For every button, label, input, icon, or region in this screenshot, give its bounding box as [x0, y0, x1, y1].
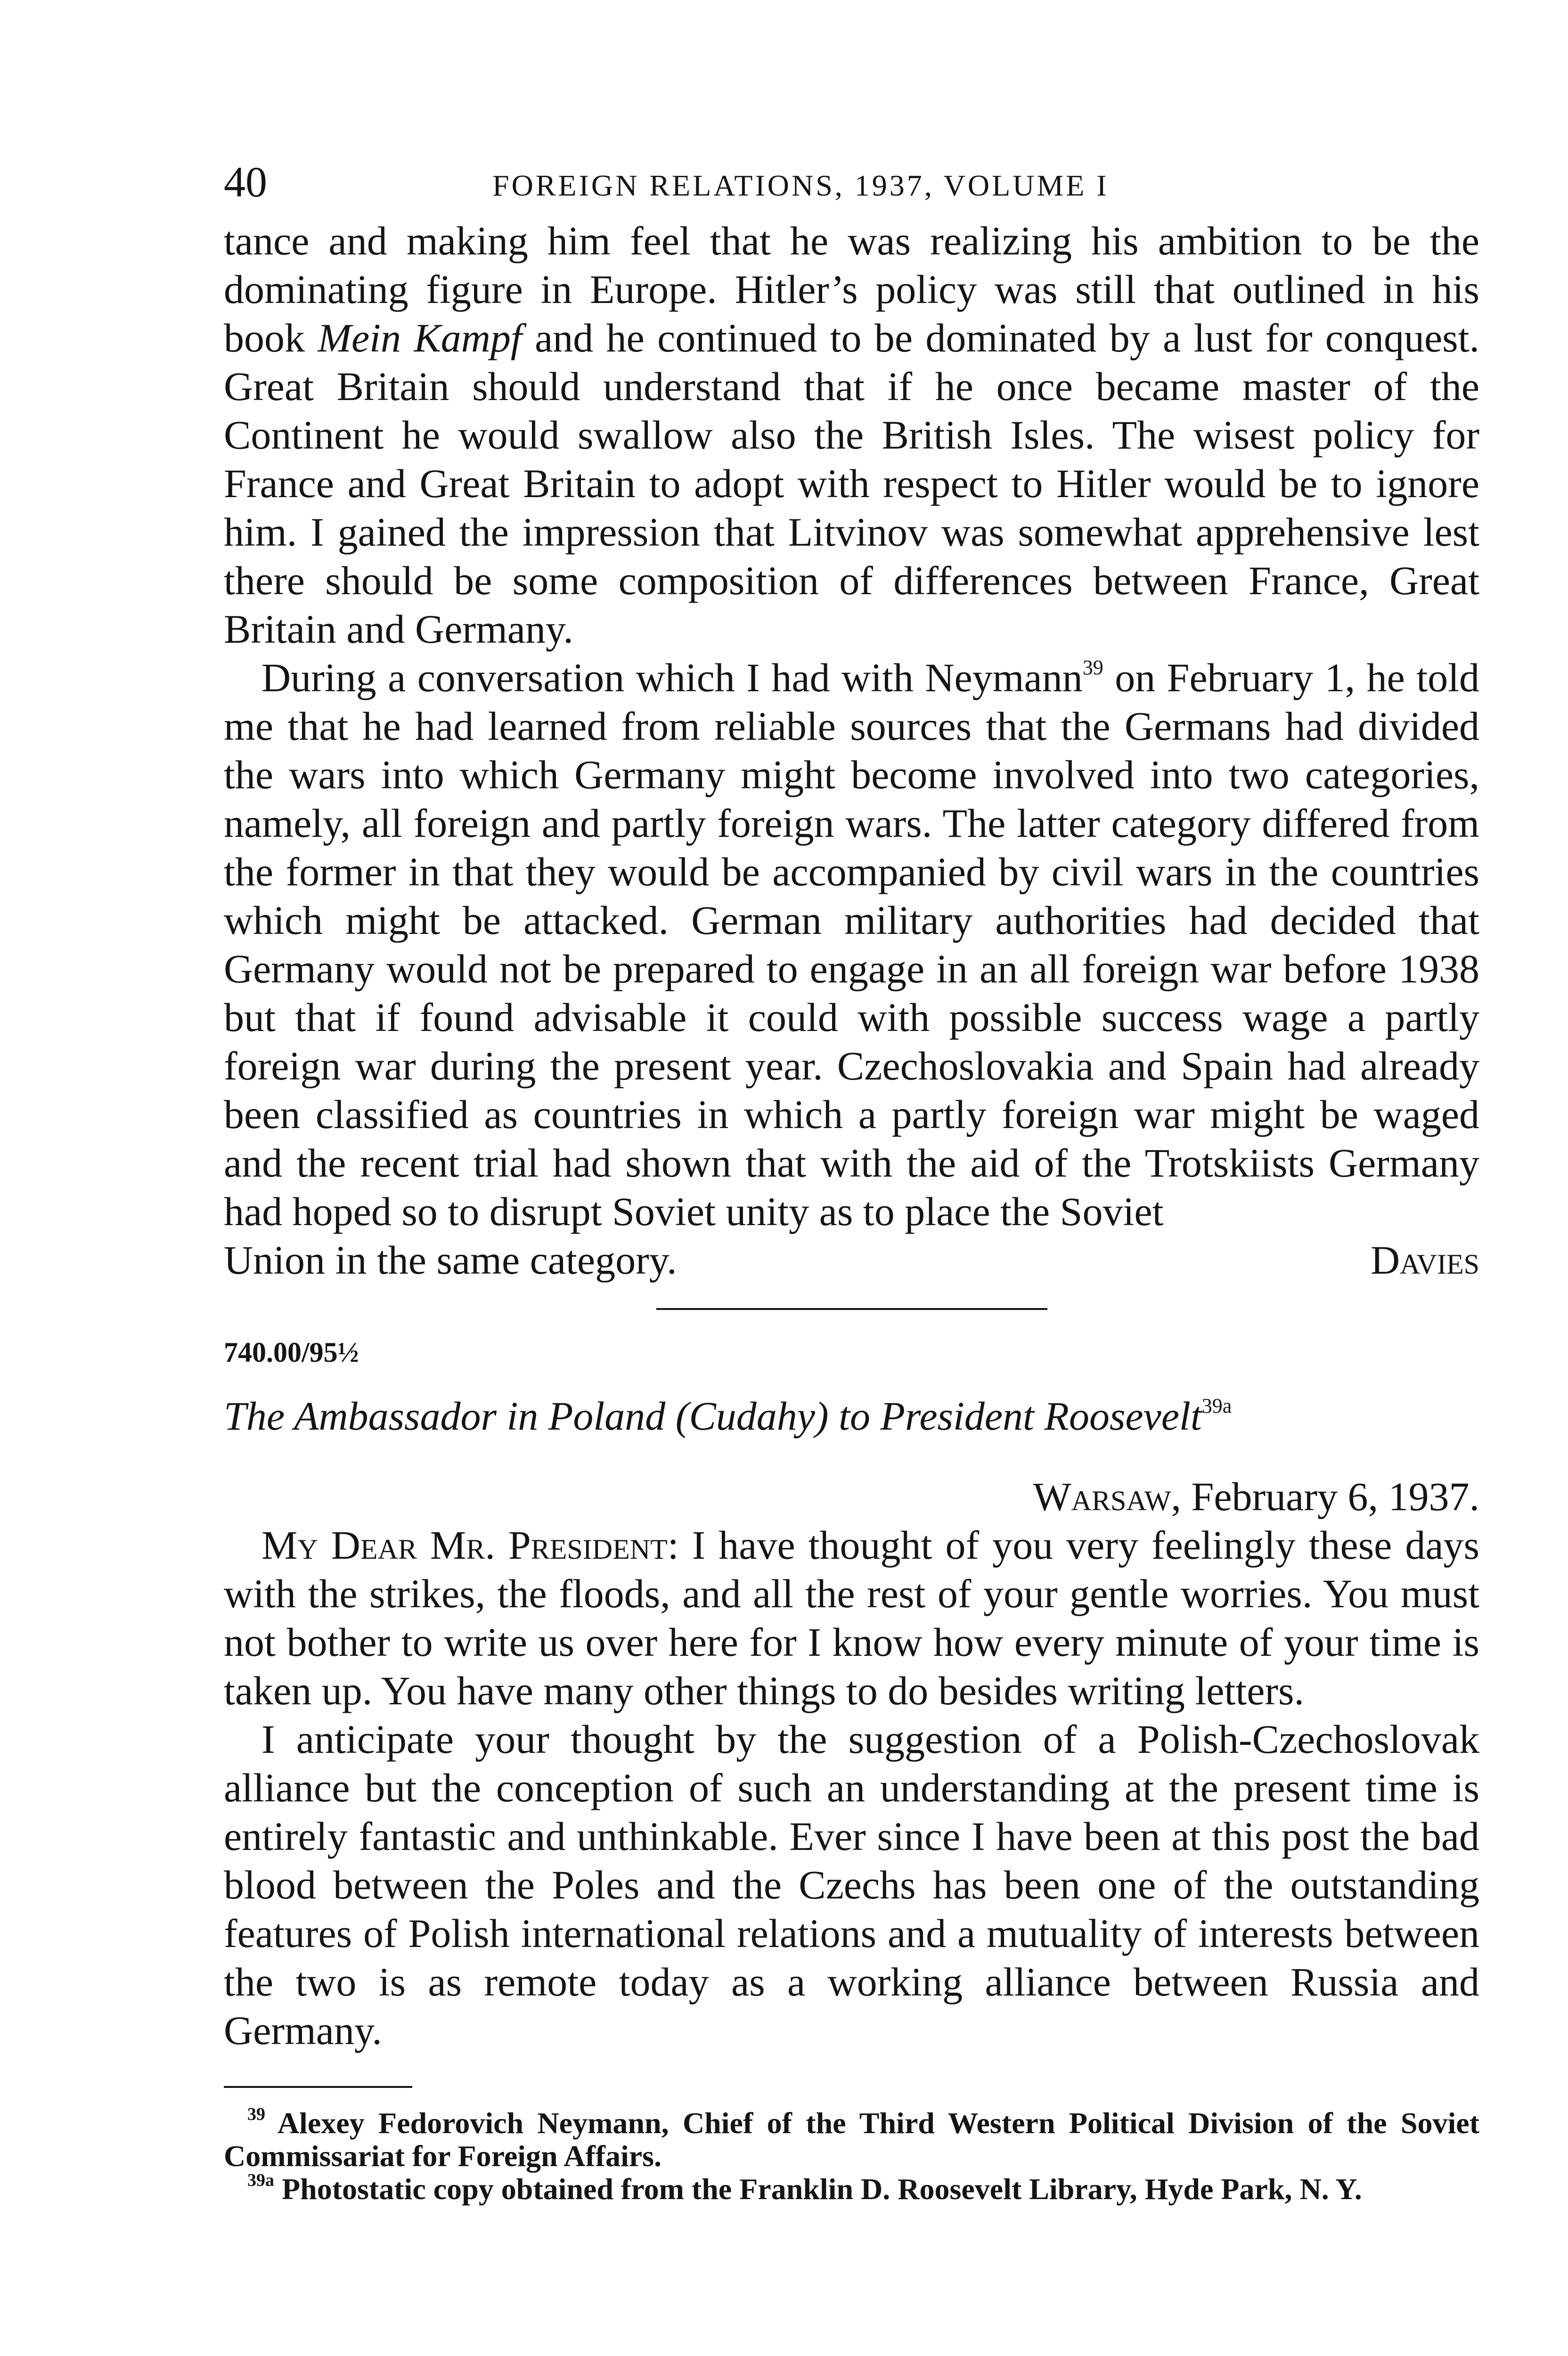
dateline-date: , February 6, 1937.	[1171, 1474, 1479, 1519]
footnote	[224, 2104, 1480, 2173]
running-header	[224, 160, 1479, 217]
file-number: 740.00/95½	[224, 1337, 359, 1368]
paragraph-text: : I have thought of you very feelingly these days with the strikes, the floods, and all the rest of your gentle worries. You must not bother to write us over here for I know how every minute of your time is taken up. You have many other things to do besides writing letters.	[224, 1522, 1479, 1713]
closing-line	[224, 1236, 1479, 1284]
document-title-text: The Ambassador in Poland (Cudahy) to President Roosevelt	[224, 1393, 1202, 1439]
footnote-ref: 39	[1082, 656, 1103, 679]
document-title	[224, 1392, 1479, 1440]
running-title: FOREIGN RELATIONS, 1937, VOLUME I	[492, 169, 1109, 202]
body-text	[224, 217, 1479, 2055]
closing-text: Union in the same category.	[224, 1237, 677, 1283]
paragraph-text: and he continued to be dominated by a lust for conquest. Great Britain should understand that if he once became master of the Continent he would swallow also the British Isles. The wisest policy for France and Great Britain to adopt with respect to Hitler would be to ignore him. I gained the impression that Litvinov was somewhat apprehensive lest there should be some composition of differences between France, Great Britain and Germany.	[224, 315, 1479, 652]
footnote-rule	[224, 2086, 412, 2088]
footnote-text: Photostatic copy obtained from the Franklin D. Roosevelt Library, Hyde Park, N. Y.	[282, 2172, 1362, 2206]
section-divider	[656, 1308, 1047, 1310]
letter-paragraph: I anticipate your thought by the suggestion of a Polish-Czechoslovak alliance but the conception of such an understanding at the present time is entirely fantastic and unthinkable. Ever since I have been at this post the bad blood between the Poles and the Czechs has been one of the outstanding features of Polish international relations and a mutuality of interests between the two is as remote today as a working alliance between Russia and Germany.	[224, 1717, 1479, 2053]
footnote	[224, 2170, 1479, 2206]
paragraph-text: During a conversation which I had with Neymann	[261, 655, 1083, 700]
paragraph-neymann	[224, 654, 1479, 1236]
footnote-mark: 39a	[247, 2170, 274, 2190]
page-number: 40	[224, 158, 267, 206]
dateline-place: Warsaw	[1033, 1474, 1171, 1519]
footnotes	[224, 2104, 1480, 2206]
letter-paragraph	[224, 1521, 1479, 1715]
book-title: Mein Kampf	[318, 315, 522, 360]
signature: Davies	[1370, 1237, 1479, 1283]
paragraph-continued	[224, 217, 1479, 654]
document-page	[224, 160, 1479, 2206]
paragraph-text: tance and making him feel that he was realizing his ambition to be the dominating figure in Europe. Hitler’s policy was still that outlined in his book	[224, 218, 1479, 360]
salutation: My Dear Mr. President	[261, 1522, 668, 1568]
footnote-text: Alexey Fedorovich Neymann, Chief of the Third Western Political Division of the Soviet Commissariat for Foreign Affairs.	[224, 2106, 1480, 2173]
footnote-ref: 39a	[1201, 1394, 1232, 1417]
paragraph-text: on February 1, he told me that he had learned from reliable sources that the Germans had divided the wars into which Germany might become involved into two categories, namely, all foreign and partly foreign wars. The latter category differed from the former in that they would be accompanied by civil wars in the countries which might be attacked. German military authorities had decided that Germany would not be prepared to engage in an all foreign war before 1938 but that if found advisable it could with possible success wage a partly foreign war during the present year. Czechoslovakia and Spain had already been classified as countries in which a partly foreign war might be waged and the recent trial had shown that with the aid of the Trotskiists Germany had hoped so to disrupt Soviet unity as to place the Soviet	[224, 655, 1479, 1234]
dateline	[224, 1472, 1479, 1521]
footnote-mark: 39	[247, 2104, 265, 2124]
